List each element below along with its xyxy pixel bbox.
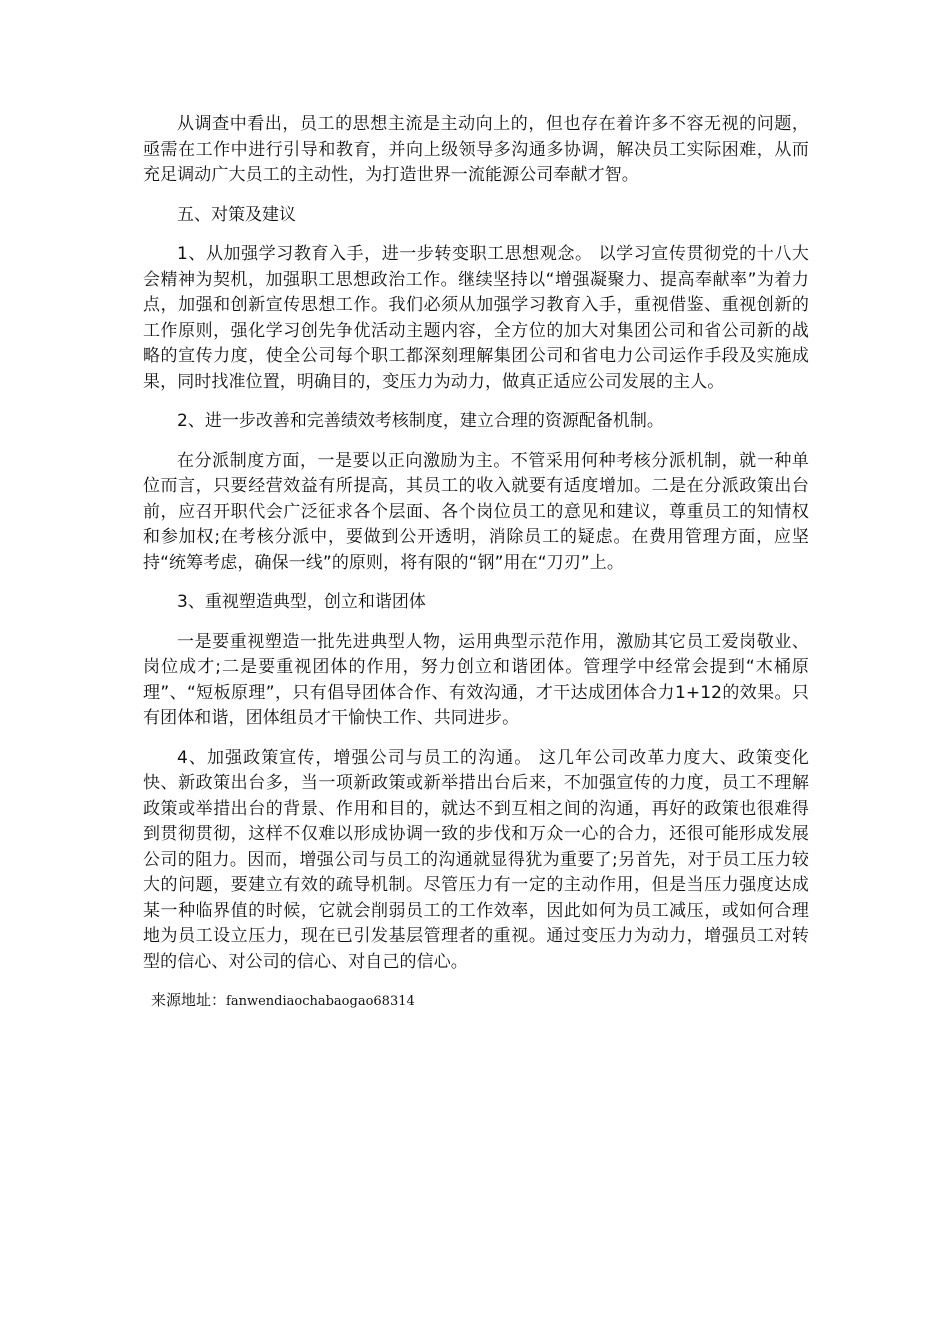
item-4-paragraph: 4、加强政策宣传，增强公司与员工的沟通。 这几年公司改革力度大、政策变化快、新政策出台多，当一项新政策或新举措出台后来，不加强宣传的力度，员工不理解政策或举措出台的背景、作用和目的，就达不到互相之间的沟通，再好的政策也很难得到贯彻贯彻，这样不仅难以形成协调一致的步伐和万众一心的合力，还很可能形成发展公司的阻力。因而，增强公司与员工的沟通就显得犹为重要了;另首先，对于员工压力较大的问题，要建立有效的疏导机制。尽管压力有一定的主动作用，但是当压力强度达成某一种临界值的时候，它就会削弱员工的工作效率，因此如何为员工减压，或如何合理地为员工设立压力，现在已引发基层管理者的重视。通过变压力为动力，增强员工对转型的信心、对公司的信心、对自己的信心。 <box>143 747 809 972</box>
source-label: 来源地址： <box>151 991 227 1009</box>
source-line <box>143 989 809 1013</box>
item-3-paragraph: 一是要重视塑造一批先进典型人物，运用典型示范作用，激励其它员工爱岗敬业、岗位成才;二是要重视团体的作用，努力创立和谐团体。管理学中经常会提到“木桶原理”、“短板原理”，只有倡导团体合作、有效沟通，才干达成团体合力1+12的效果。只有团体和谐，团体组员才干愉快工作、共同进步。 <box>143 631 809 728</box>
intro-paragraph: 从调查中看出，员工的思想主流是主动向上的，但也存在着许多不容无视的问题，亟需在工作中进行引导和教育，并向上级领导多沟通多协调，解决员工实际困难，从而充足调动广大员工的主动性，为打造世界一流能源公司奉献才智。 <box>143 114 809 185</box>
section-heading: 五、对策及建议 <box>177 204 296 225</box>
document-page <box>143 112 809 1013</box>
item-2-paragraph: 在分派制度方面，一是要以正向激励为主。不管采用何种考核分派机制，就一种单位而言，只要经营效益有所提高，其员工的收入就要有适度增加。二是在分派政策出台前，应召开职代会广泛征求各个层面、各个岗位员工的意见和建议，尊重员工的知情权和参加权;在考核分派中，要做到公开透明，消除员工的疑虑。在费用管理方面，应坚持“统筹考虑，确保一线”的原则，将有限的“钢”用在“刀刃”上。 <box>143 450 809 573</box>
item-2-heading: 2、进一步改善和完善绩效考核制度，建立合理的资源配备机制。 <box>177 411 664 431</box>
source-value: fanwendiaochabaogao68314 <box>226 994 415 1009</box>
item-3-heading: 3、重视塑造典型，创立和谐团体 <box>177 592 426 612</box>
item-1-paragraph: 1、从加强学习教育入手，进一步转变职工思想观念。 以学习宣传贯彻党的十八大会精神为契机，加强职工思想政治工作。继续坚持以“增强凝聚力、提高奉献率”为着力点，加强和创新宣传思想工作。我们必须从加强学习教育入手，重视借鉴、重视创新的工作原则，强化学习创先争优活动主题内容，全方位的加大对集团公司和省公司新的战略的宣传力度，使全公司每个职工都深刻理解集团公司和省电力公司运作手段及实施成果，同时找准位置，明确目的，变压力为动力，做真正适应公司发展的主人。 <box>143 244 809 392</box>
